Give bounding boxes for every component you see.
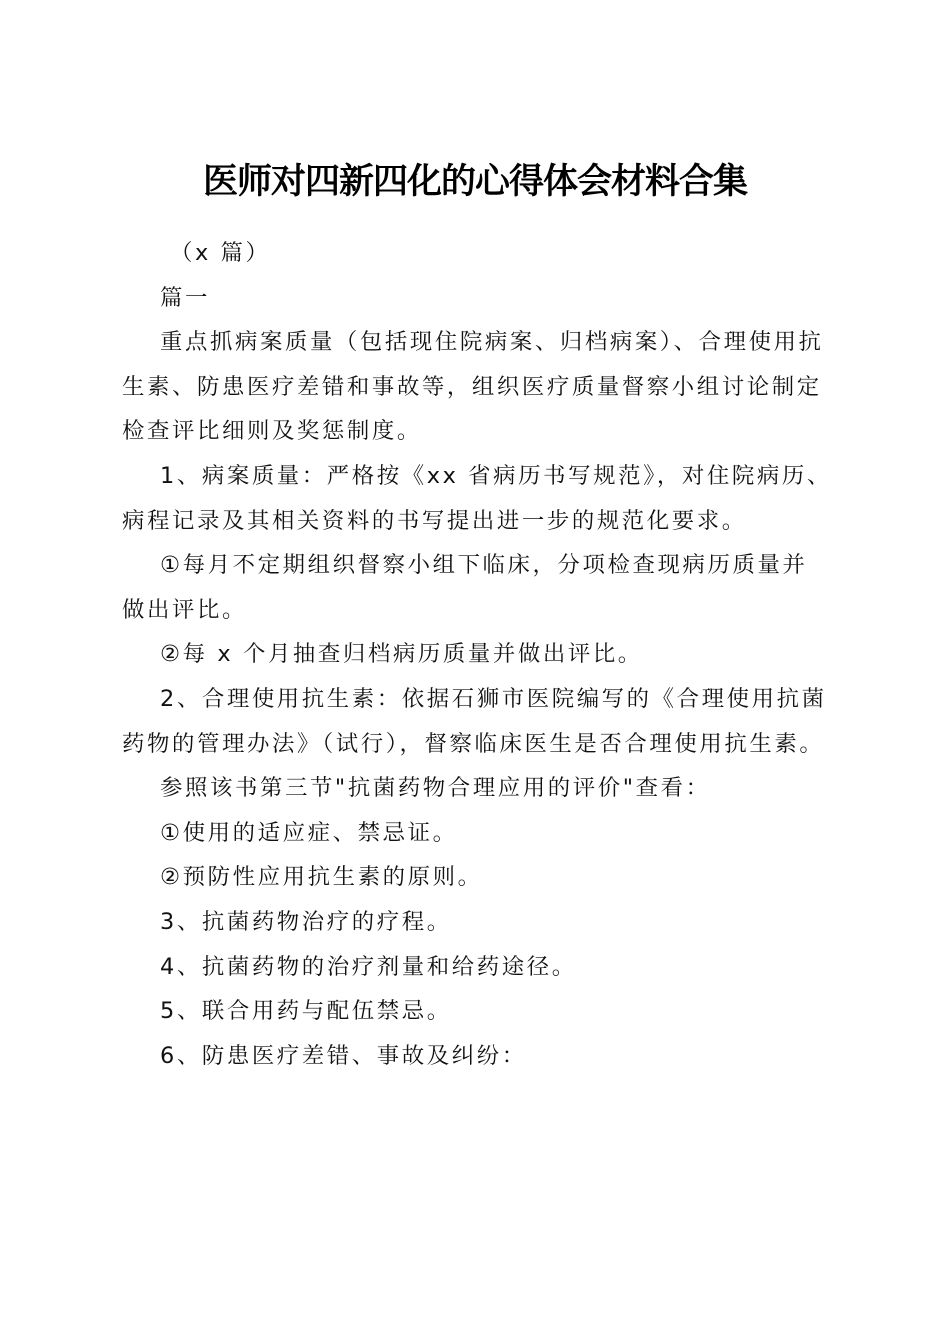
- paragraph-reference: 参照该书第三节"抗菌药物合理应用的评价"查看：: [160, 775, 711, 802]
- paragraph-item-2-sub-1: ①使用的适应症、禁忌证。: [160, 819, 458, 846]
- paragraph-item-1-sub-2: ②每 x 个月抽查归档病历质量并做出评比。: [160, 641, 643, 668]
- paragraph-item-3: 3、抗菌药物治疗的疗程。: [160, 908, 452, 935]
- paragraph-item-2: 2、合理使用抗生素：依据石狮市医院编写的《合理使用抗菌药物的管理办法》（试行），督察临床医生是否合理使用抗生素。: [122, 685, 827, 757]
- paragraph-item-6: 6、防患医疗差错、事故及纠纷：: [160, 1042, 527, 1069]
- paragraph-section-heading: 篇一: [160, 284, 210, 311]
- document-body: [122, 231, 832, 1078]
- paragraph-intro: 重点抓病案质量（包括现住院病案、归档病案）、合理使用抗生素、防患医疗差错和事故等，组织医疗质量督察小组讨论制定检查评比细则及奖惩制度。: [122, 329, 824, 445]
- paragraph-item-1-sub-1: ①每月不定期组织督察小组下临床，分项检查现病历质量并做出评比。: [122, 552, 808, 623]
- paragraph-item-1: 1、病案质量：严格按《xx 省病历书写规范》，对住院病历、病程记录及其相关资料的书写提出进一步的规范化要求。: [122, 462, 832, 534]
- paragraph-item-4: 4、抗菌药物的治疗剂量和给药途径。: [160, 953, 577, 980]
- paragraph-count-note: （x 篇）: [170, 240, 271, 266]
- document-title: 医师对四新四化的心得体会材料合集: [202, 161, 747, 203]
- paragraph-item-2-sub-2: ②预防性应用抗生素的原则。: [160, 864, 483, 891]
- paragraph-item-5: 5、联合用药与配伍禁忌。: [160, 998, 452, 1025]
